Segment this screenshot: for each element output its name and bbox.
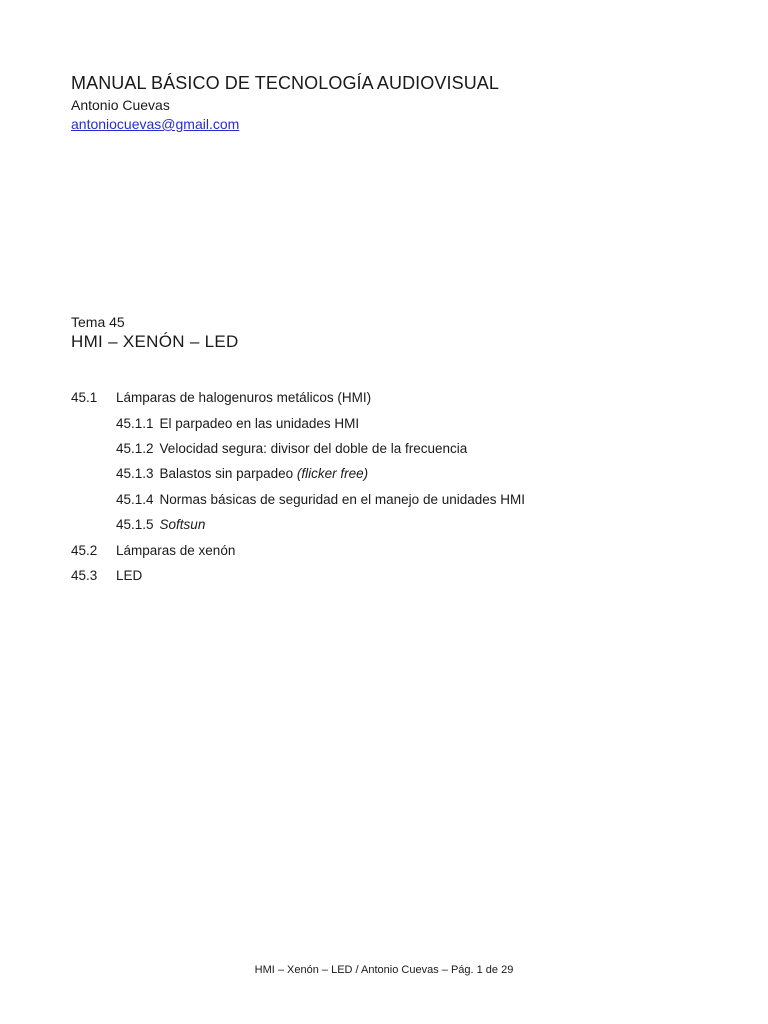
toc-item-45-2	[71, 537, 691, 562]
toc-text: Lámparas de halogenuros metálicos (HMI)	[116, 390, 372, 406]
toc-number: 45.3	[71, 567, 98, 583]
toc-item-45-3	[71, 563, 691, 588]
toc-item-45-1-5	[71, 512, 691, 537]
table-of-contents	[71, 385, 691, 588]
toc-text-italic: (flicker free)	[296, 466, 369, 482]
toc-text: Lámparas de xenón	[116, 542, 236, 558]
toc-number: 45.1.2	[116, 440, 154, 456]
toc-number: 45.1.4	[116, 491, 154, 507]
toc-item-45-1-4	[71, 487, 691, 512]
tema-label: Tema 45	[71, 314, 125, 330]
toc-number: 45.2	[71, 542, 98, 558]
toc-number: 45.1.1	[116, 415, 154, 431]
tema-title: HMI – XENÓN – LED	[71, 332, 239, 351]
document-title: MANUAL BÁSICO DE TECNOLOGÍA AUDIOVISUAL	[71, 73, 500, 93]
toc-text: Balastos sin parpadeo	[159, 466, 297, 482]
author-email-link[interactable]: antoniocuevas@gmail.com	[71, 116, 240, 132]
toc-text: El parpadeo en las unidades HMI	[159, 415, 360, 431]
toc-number: 45.1	[71, 390, 98, 406]
toc-text: Velocidad segura: divisor del doble de la frecuencia	[159, 440, 468, 456]
toc-item-45-1-1	[71, 410, 691, 435]
toc-number: 45.1.3	[116, 466, 154, 482]
page-footer: HMI – Xenón – LED / Antonio Cuevas – Pág. 1 de 29	[254, 964, 514, 976]
toc-item-45-1-2	[71, 436, 691, 461]
author-name: Antonio Cuevas	[71, 97, 170, 113]
toc-text: LED	[116, 567, 143, 583]
toc-text: Normas básicas de seguridad en el manejo de unidades HMI	[159, 491, 526, 507]
toc-item-45-1-3	[71, 461, 691, 486]
toc-number: 45.1.5	[116, 517, 154, 533]
toc-item-45-1	[71, 385, 691, 410]
toc-text-italic: Softsun	[159, 517, 206, 533]
